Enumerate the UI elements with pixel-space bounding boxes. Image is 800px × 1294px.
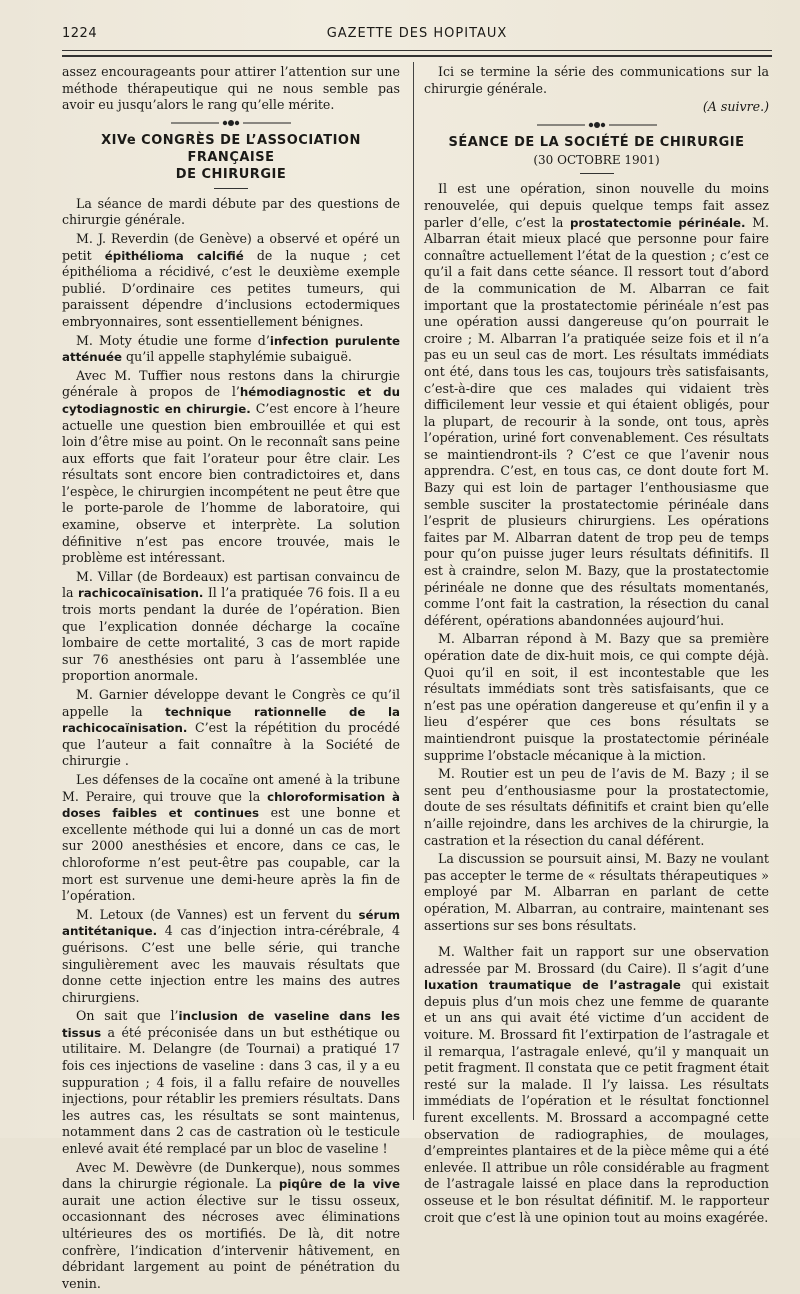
continuation-line <box>424 99 769 116</box>
section-heading-congress <box>62 132 400 183</box>
journal-title: GAZETTE DES HOPITAUX <box>326 26 508 41</box>
paragraph <box>62 333 400 366</box>
bold-term: piqûre de la vive <box>278 1177 400 1192</box>
paragraph: La discussion se poursuit ainsi, M. Bazy ne voulant pas accepter le terme de « résultats thérapeutiques » employé par M. Albarran en parlant de cette opération, M. Albarran, au contraire, maintenant ses assertions sur ses bons résultats. <box>424 851 769 933</box>
text-run: qu’il appelle staphylémie subaiguë. <box>122 349 352 365</box>
paragraph <box>62 569 400 685</box>
spacer <box>424 936 769 944</box>
text-run: Il l’a pratiquée 76 fois. Il a eu trois morts pendant la durée de l’opération. Bien que l’explication donnée décharge la cocaïne lombaire de cette mortalité, 3 cas de mort rapide sur 76 anesthésies ont paru à l’assemblée une proportion anormale. <box>62 585 400 684</box>
paragraph: La séance de mardi débute par des questions de chirurgie générale. <box>62 195 400 228</box>
bold-term: épithélioma calcifié <box>104 248 244 263</box>
text-run: Avec M. Tuffier nous restons dans la chirurgie générale à propos de l’ <box>62 367 400 400</box>
short-rule <box>580 173 614 174</box>
bold-term: rachicocaïnisation. <box>77 586 204 601</box>
text-run: est une bonne et excellente méthode qui lui a donné un cas de mort sur 2000 anesthésies et encore, dans ce cas, le chloroforme n’est peut-être pas coupable, car la mort est survenue une demi-heure après la fin de l’opération. <box>62 805 400 904</box>
paragraph: M. Albarran répond à M. Bazy que sa première opération date de dix-huit mois, ce qui compte déjà. Quoi qu’il en soit, il est incontestable que les résultats immédiats sont très satisfaisants, que ce n’est pas une opération dangereuse et qu’enfin il y a lieu d’espérer que ces bons résultats se maintiendront puisque la prostatectomie périnéale supprime l’obstacle mécanique à la miction. <box>424 631 769 763</box>
text-run: C’est la répétition du procédé que l’auteur a fait connaître à la Société de chirurgie . <box>62 720 400 769</box>
bold-term: prostatectomie périnéale. <box>569 215 746 230</box>
bold-term: technique rationnelle de la rachicocaïnisation. <box>62 704 400 736</box>
text-run: de la nuque ; cet épithélioma a récidivé, c’est le deuxième exemple publié. D’ordinaire ces petites tumeurs, qui paraissent dépendre d’inclusions ectodermiques embryonnaires, sont essentiellement bénignes. <box>62 247 400 329</box>
page-number: 1224 <box>62 26 98 41</box>
text-run: 4 cas d’injection intra-cérébrale, 4 guérisons. C’est une belle série, qui tranche singulièrement avec les mauvais résultats que donne cette injection entre les mains des autres chirurgiens. <box>62 923 400 1005</box>
paragraph <box>424 181 769 629</box>
text-run: Les défenses de la cocaïne ont amené à la tribune M. Peraire, qui trouve que la <box>62 771 400 804</box>
text-run: M. Villar (de Bordeaux) est partisan convaincu de la <box>62 568 400 601</box>
text-run: M. Walther fait un rapport sur une observation adressée par M. Brossard (du Caire). Il s’agit d’une <box>424 944 769 976</box>
paragraph <box>62 1160 400 1293</box>
right-column <box>424 64 769 1228</box>
text-run: aurait une action élective sur le tissu osseux, occasionnant des nécroses avec éliminations ultérieures des os mortifiés. De là, dit notre confrère, l’indication d’intervenir hâtivement, en débridant largement au point de pénétration du venin. <box>62 1192 400 1291</box>
paragraph <box>62 368 400 567</box>
paragraph <box>424 944 769 1226</box>
left-intro-paragraph: assez encourageants pour attirer l’attention sur une méthode thérapeutique qui ne nous semble pas avoir eu jusqu’alors le rang qu’elle mérite. <box>62 64 400 113</box>
section-date: (30 OCTOBRE 1901) <box>533 152 660 167</box>
bold-term: chloroformisation à doses faibles et continues <box>62 789 401 821</box>
text-run: qui existait depuis plus d’un mois chez une femme de quarante et un ans qui avait été victime d’un accident de voiture. M. Brossard fit l’extirpation de l’astragale et il remarqua, l’astragale enlevé, qu’il y manquait un petit fragment. Il constata que ce petit fragment était resté sur la malade. Il l’y laissa. Les résultats immédiats de l’opération et le résultat fonctionnel furent excellents. M. Brossard a accompagné cette observation de radiographies, de moulages, d’empreintes plantaires et de la pièce même qui a été enlevée. Il attribue un rôle considérable au fragment de l’astragale laissé en place dans la reproduction osseuse et le bon résultat définitif. M. le rapporteur croit que c’est là une opinion tout au moins exagérée. <box>424 977 769 1225</box>
text-run: M. Garnier développe devant le Congrès ce qu’il appelle la <box>62 687 400 719</box>
short-rule <box>214 188 248 189</box>
text-run: Avec M. Dewèvre (de Dunkerque), nous sommes dans la chirurgie régionale. La <box>62 1159 400 1192</box>
paragraph: M. Routier est un peu de l’avis de M. Bazy ; il se sent peu d’enthousiasme pour la prostatectomie, doute de ses résultats définitifs et craint bien qu’elle n’aille rejoindre, dans les archives de la chirurgie, la castration et la résection du canal déférent. <box>424 766 769 848</box>
section-heading-line-2: DE CHIRURGIE <box>175 166 287 182</box>
running-header <box>62 26 772 46</box>
text-run: a été préconisée dans un but esthétique ou utilitaire. M. Delangre (de Tournai) a pratiqué 17 fois ces injections de vaseline : dans 3 cas, il y a eu suppuration ; 4 fois, il a fallu refaire de nouvelles injections, pour rétablir les premiers résultats. Dans les autres cas, les résultats se sont maintenus, notamment dans 2 cas de castration où le testicule enlevé avait été remplacé par un bloc de vaseline ! <box>62 1024 400 1157</box>
bold-term: hémodiagnostic et du cytodiagnostic en chirurgie. <box>62 385 400 416</box>
paragraph <box>62 772 400 905</box>
paragraph <box>62 687 400 770</box>
section-heading-line-1: XIVe CONGRÈS DE L’ASSOCIATION FRANÇAISE <box>101 132 361 165</box>
text-run: M. Albarran était mieux placé que personne pour faire connaître actuellement l’état de la question ; c’est ce qu’il a fait dans cette séance. Il ressort tout d’abord de la communication de M. Albarran ce fait important que la prostatectomie périnéale n’est pas une opération aussi dangereuse qu’on pourrait le croire ; M. Albarran l’a pratiquée seize fois et il n’a pas eu un seul cas de mort. Les résultats immédiats ont été, dans tous les cas, toujours très satisfaisants, c’est-à-dire que ces malades qui vidaient très difficilement leur vessie et qui étaient obligés, pour la plupart, de recourir à la sonde, ont tous, après l’opération, uriné fort convenablement. Ces résultats se maintiendront-ils ? C’est ce que l’avenir nous apprendra. C’est, en tous cas, ce dont doute fort M. Bazy qui est loin de partager l’enthousiasme que semble susciter la prostatectomie périnéale dans l’esprit de plusieurs chirurgiens. Les opérations faites par M. Albarran datent de trop peu de temps pour qu’on puisse juger leurs résultats définitifs. Il est à craindre, selon M. Bazy, que la prostatectomie périnéale ne donne que des résultats momentanés, comme l’ont fait la castration, la résection du canal déférent, opérations abandonnées aujourd’hui. <box>424 214 769 628</box>
text-run: C’est encore à l’heure actuelle une question bien embrouillée et qui est loin d’être mise au point. On le reconnaît sans peine aux efforts que fait l’orateur pour être clair. Les résultats sont encore bien contradictoires et, dans l’espèce, le chirurgien incompétent ne peut être que le porte-parole de l’homme de laboratoire, qui examine, observe et interprète. La solution définitive n’est pas encore trouvée, mais le problème est intéressant. <box>62 400 400 566</box>
text-run: M. Letoux (de Vannes) est un fervent du <box>76 906 359 922</box>
header-rule-thin <box>62 50 772 51</box>
column-separator <box>413 62 414 1120</box>
paragraph <box>62 907 400 1007</box>
text-run: On sait que l’ <box>76 1008 179 1024</box>
paragraph <box>62 231 400 331</box>
right-intro-paragraph: Ici se termine la série des communications sur la chirurgie générale. <box>424 64 769 96</box>
paragraph <box>62 1008 400 1157</box>
section-heading-society: SÉANCE DE LA SOCIÉTÉ DE CHIRURGIE <box>448 134 745 150</box>
text-run: M. J. Reverdin (de Genève) a observé et opéré un petit <box>62 230 400 263</box>
header-rule-thick <box>62 55 772 57</box>
text-run: Il est une opération, sinon nouvelle du moins renouvelée, qui depuis quelque temps fait assez parler d’elle, c’est la <box>424 181 769 230</box>
bold-term: infection purulente atténuée <box>62 333 400 365</box>
ornament-divider-icon <box>537 121 657 129</box>
bold-term: sérum antitétanique. <box>62 907 400 939</box>
ornament-divider-icon <box>171 119 291 127</box>
to-follow-note: (A suivre.) <box>702 99 769 115</box>
text-run: M. Moty étudie une forme d’ <box>76 332 270 348</box>
bold-term: inclusion de vaseline dans les tissus <box>62 1009 400 1040</box>
left-column <box>62 64 400 1294</box>
bold-term: luxation traumatique de l’astragale <box>424 978 681 993</box>
